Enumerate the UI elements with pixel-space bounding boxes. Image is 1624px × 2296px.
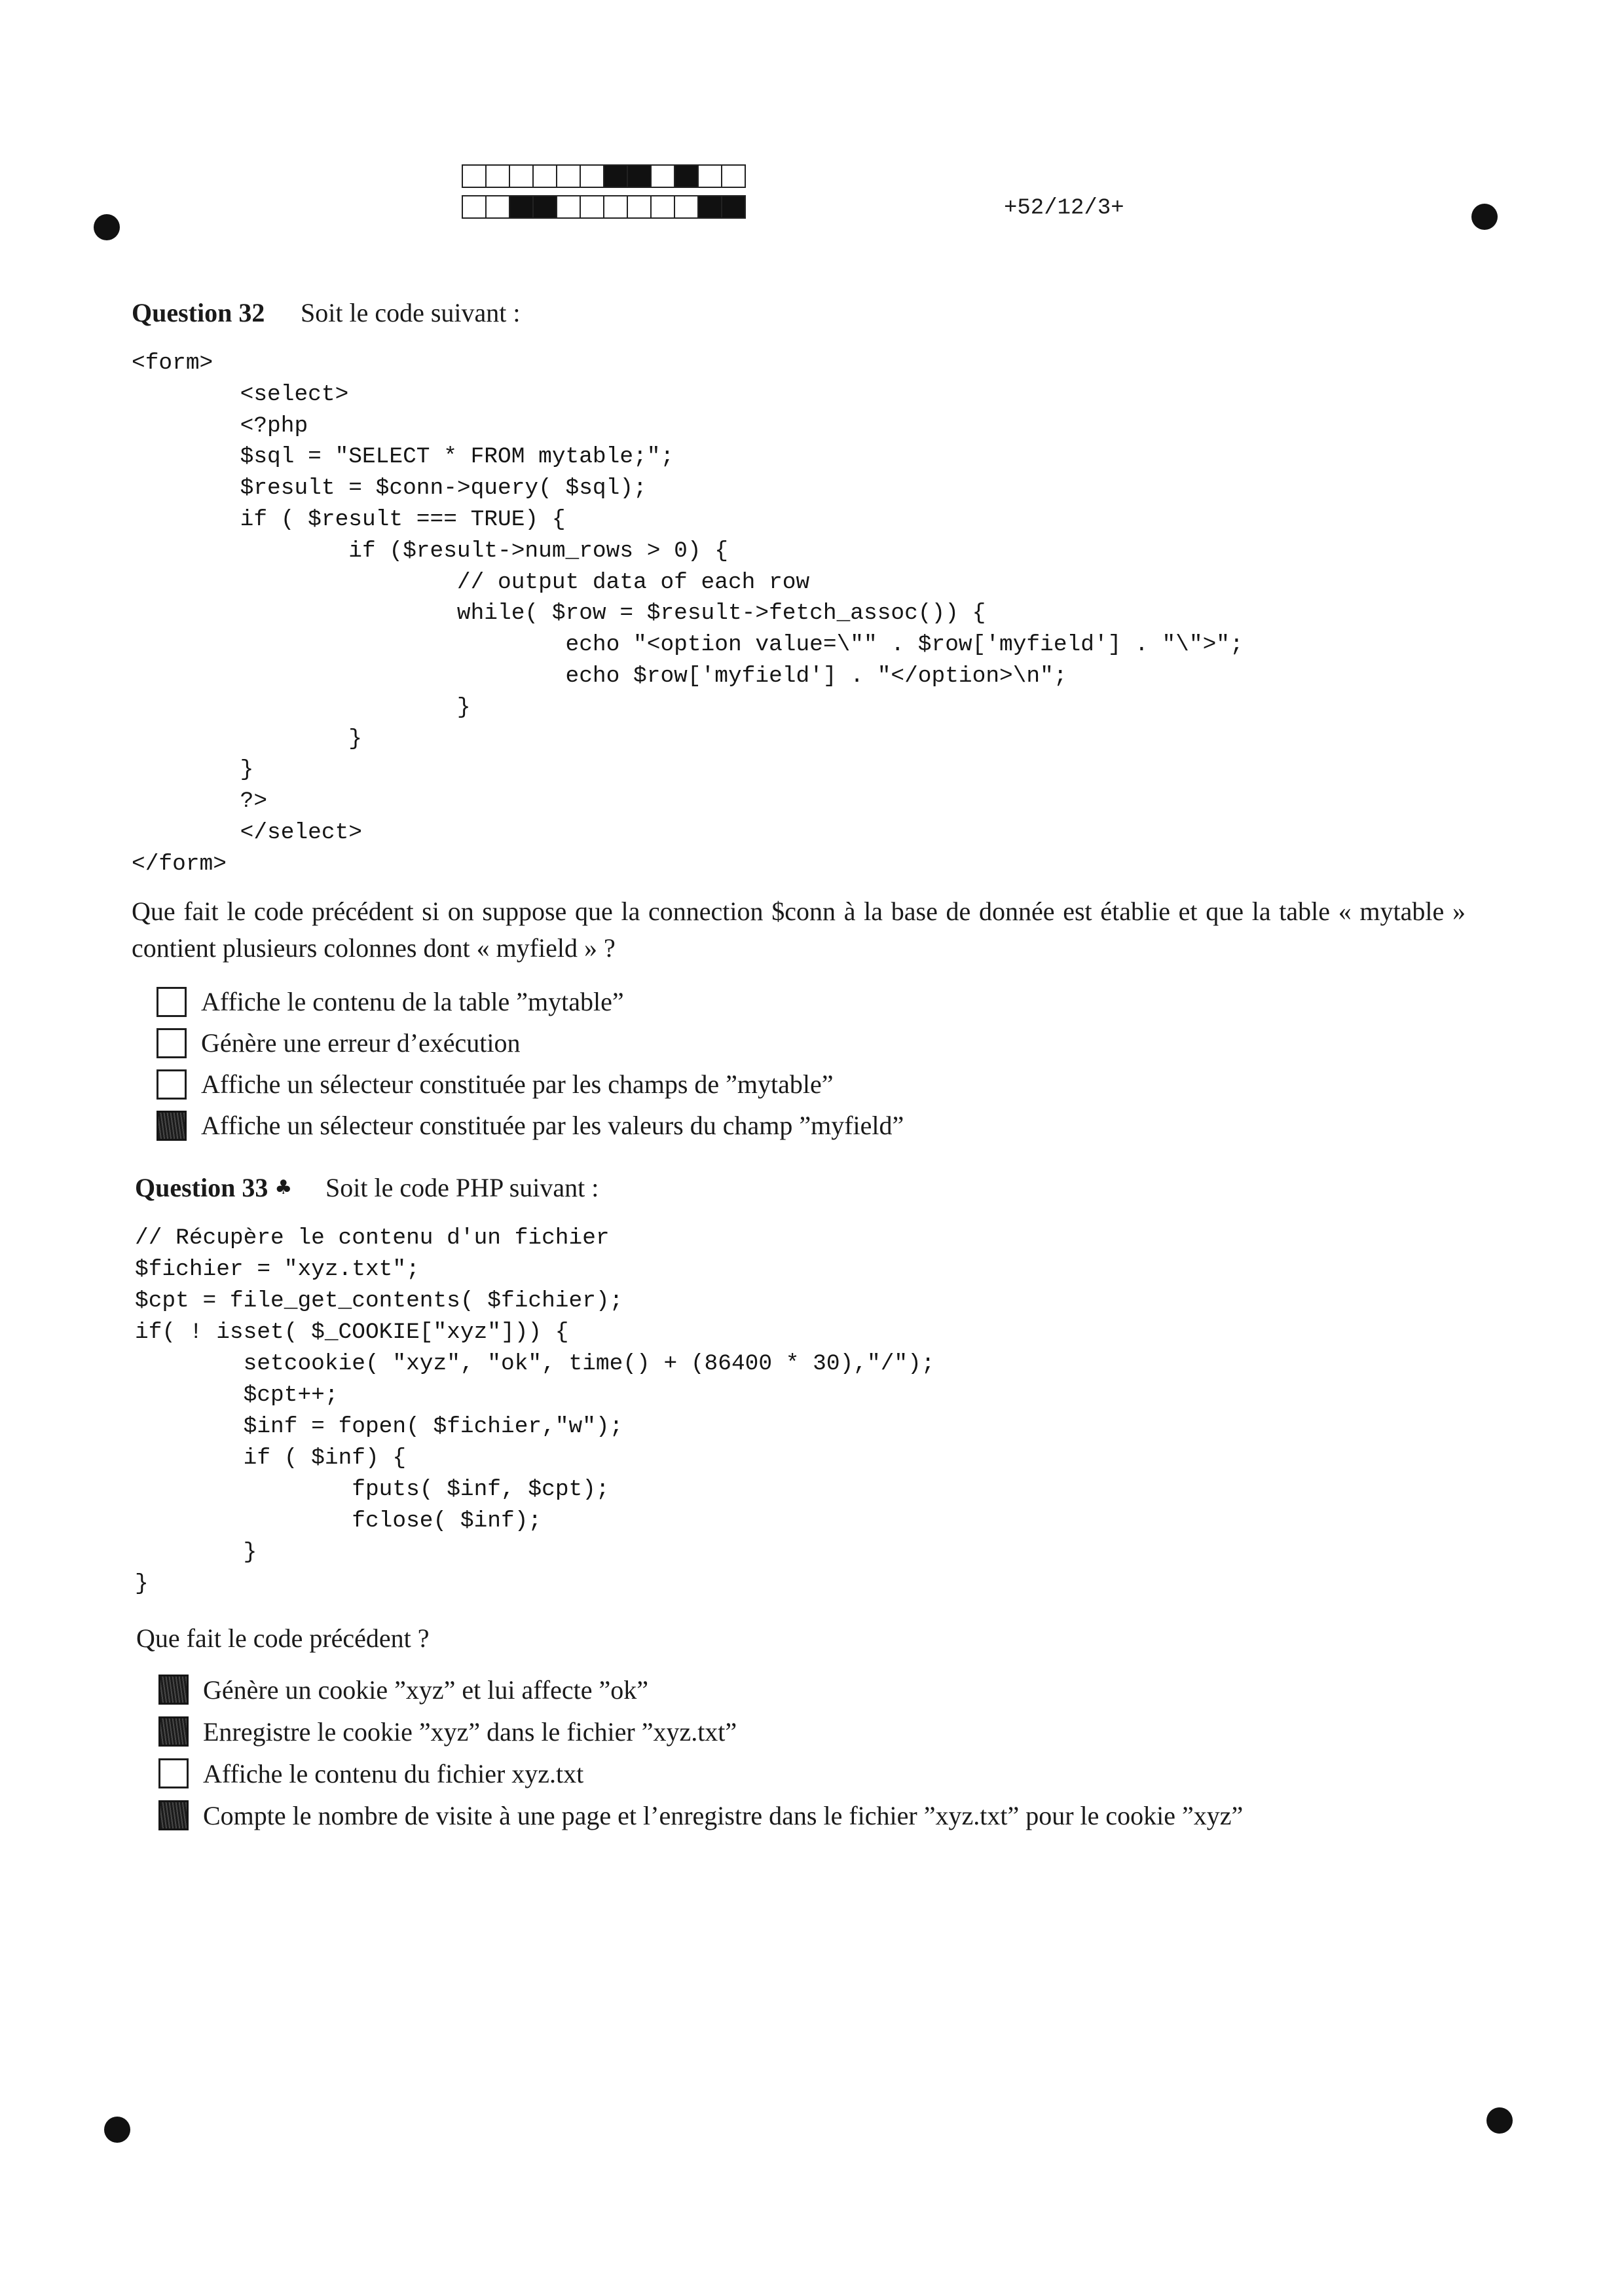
marker-cell-empty: [580, 164, 604, 188]
answer-option-text: Génère une erreur d’exécution: [201, 1028, 521, 1058]
marker-cell-filled: [721, 195, 746, 219]
code-line: }: [135, 1571, 149, 1597]
code-line: if ( $result === TRUE) {: [132, 506, 566, 532]
checkbox-checked[interactable]: [158, 1675, 189, 1705]
marker-cell-filled: [532, 195, 557, 219]
code-line: </select>: [132, 819, 362, 845]
answer-options: [158, 1669, 1243, 1836]
code-line: <select>: [132, 381, 349, 407]
marker-cell-empty: [603, 195, 628, 219]
question-intro: Soit le code suivant :: [301, 297, 521, 327]
checkbox-checked[interactable]: [157, 1111, 187, 1141]
code-line: // Récupère le contenu d'un fichier: [135, 1225, 610, 1251]
answer-option: [157, 1105, 904, 1146]
marker-cell-filled: [509, 195, 534, 219]
answer-option: [157, 981, 904, 1022]
question-intro: Soit le code PHP suivant :: [325, 1172, 599, 1202]
code-line: while( $row = $result->fetch_assoc()) {: [132, 601, 986, 627]
question-prompt: Que fait le code précédent ?: [136, 1623, 430, 1653]
marker-cell-empty: [650, 164, 675, 188]
answer-option: [157, 1064, 904, 1105]
corner-marker-bottom-right: [1486, 2107, 1513, 2134]
marker-cell-empty: [650, 195, 675, 219]
marker-cell-filled: [697, 195, 722, 219]
code-line: }: [132, 757, 254, 783]
checkbox[interactable]: [157, 1028, 187, 1058]
code-line: $fichier = "xyz.txt";: [135, 1257, 420, 1282]
marker-cell-filled: [603, 164, 628, 188]
marker-cell-empty: [532, 164, 557, 188]
code-line: echo $row['myfield'] . "</option>\n";: [132, 663, 1067, 689]
code-line: if ($result->num_rows > 0) {: [132, 538, 728, 564]
marker-cell-empty: [674, 195, 699, 219]
code-line: if( ! isset( $_COOKIE["xyz"])) {: [135, 1320, 569, 1345]
marker-cell-empty: [462, 164, 487, 188]
question-header: [132, 294, 521, 331]
marker-cell-empty: [580, 195, 604, 219]
code-line: $sql = "SELECT * FROM mytable;";: [132, 444, 674, 470]
checkbox-checked[interactable]: [158, 1800, 189, 1830]
marker-cell-filled: [627, 164, 652, 188]
code-line: // output data of each row: [132, 569, 810, 595]
answer-option: [158, 1794, 1243, 1836]
marker-cell-empty: [697, 164, 722, 188]
code-line: setcookie( "xyz", "ok", time() + (86400 * 30),"/");: [135, 1351, 935, 1377]
marker-cell-empty: [485, 164, 510, 188]
question-label: Question 33: [135, 1172, 268, 1202]
marker-cell-empty: [462, 195, 487, 219]
checkbox[interactable]: [158, 1758, 189, 1788]
code-line: }: [132, 726, 362, 752]
code-line: fclose( $inf);: [135, 1508, 542, 1534]
code-line: }: [135, 1540, 257, 1565]
answer-option-text: Affiche le contenu du fichier xyz.txt: [203, 1758, 584, 1788]
answer-option-text: Génère un cookie ”xyz” et lui affecte ”ok”: [203, 1675, 648, 1705]
answer-option: [158, 1711, 1243, 1752]
code-block: [135, 1223, 935, 1600]
answer-option-text: Affiche un sélecteur constituée par les champs de ”mytable”: [201, 1069, 834, 1099]
marker-cell-empty: [509, 164, 534, 188]
code-line: if ( $inf) {: [135, 1445, 407, 1471]
corner-marker-top-left: [94, 214, 120, 240]
club-icon: ♣: [274, 1176, 293, 1199]
answer-option: [157, 1022, 904, 1064]
answer-option-text: Affiche un sélecteur constituée par les valeurs du champ ”myfield”: [201, 1111, 904, 1140]
marker-cell-filled: [674, 164, 699, 188]
code-block: [132, 348, 1244, 880]
marker-grid-row: [462, 164, 745, 188]
answer-option-text: Enregistre le cookie ”xyz” dans le fichier ”xyz.txt”: [203, 1716, 737, 1747]
corner-marker-top-right: [1471, 204, 1498, 230]
marker-cell-empty: [721, 164, 746, 188]
marker-cell-empty: [485, 195, 510, 219]
checkbox[interactable]: [157, 987, 187, 1017]
code-line: $result = $conn->query( $sql);: [132, 475, 647, 502]
code-line: </form>: [132, 851, 227, 877]
answer-options: [157, 981, 904, 1146]
code-line: $cpt = file_get_contents( $fichier);: [135, 1288, 623, 1314]
marker-grid: [462, 164, 745, 219]
question-header: [135, 1169, 599, 1206]
marker-cell-empty: [556, 164, 581, 188]
code-line: echo "<option value=\"" . $row['myfield'] . "\">";: [132, 632, 1244, 658]
corner-marker-bottom-left: [104, 2117, 130, 2143]
code-line: }: [132, 694, 471, 720]
marker-cell-empty: [627, 195, 652, 219]
code-line: $inf = fopen( $fichier,"w");: [135, 1414, 623, 1439]
checkbox[interactable]: [157, 1069, 187, 1100]
question-label: Question 32: [132, 297, 265, 327]
code-line: ?>: [132, 788, 268, 815]
code-line: $cpt++;: [135, 1382, 339, 1408]
answer-option: [158, 1669, 1243, 1711]
marker-grid-row: [462, 195, 745, 219]
code-line: <?php: [132, 413, 308, 439]
code-line: <form>: [132, 350, 213, 376]
answer-option: [158, 1752, 1243, 1794]
page-id-code: +52/12/3+: [1004, 196, 1124, 221]
checkbox-checked[interactable]: [158, 1716, 189, 1747]
code-line: fputs( $inf, $cpt);: [135, 1477, 610, 1502]
answer-option-text: Compte le nombre de visite à une page et l’enregistre dans le fichier ”xyz.txt” pour le cookie ”xyz”: [203, 1800, 1244, 1830]
question-prompt: Que fait le code précédent si on suppose que la connection $conn à la base de donnée est établie et que la table « mytable » contient plusieurs colonnes dont « myfield » ?: [132, 897, 1466, 963]
marker-cell-empty: [556, 195, 581, 219]
answer-option-text: Affiche le contenu de la table ”mytable”: [201, 987, 624, 1016]
